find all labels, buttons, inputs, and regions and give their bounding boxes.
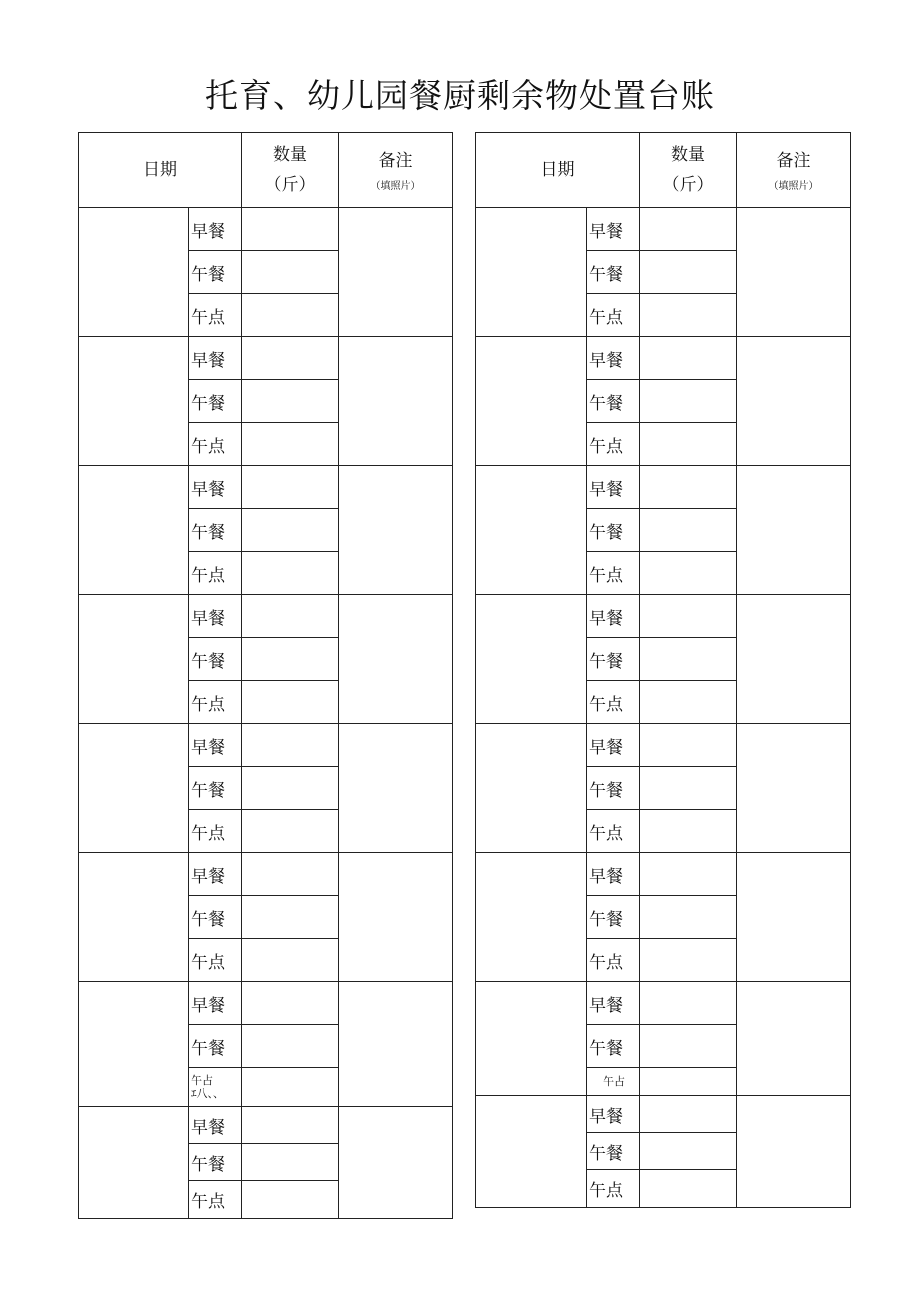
- meal-label-breakfast: 早餐: [587, 466, 640, 509]
- quantity-cell[interactable]: [242, 337, 339, 380]
- date-cell[interactable]: [79, 208, 189, 337]
- quantity-cell[interactable]: [640, 1096, 737, 1133]
- quantity-cell[interactable]: [640, 853, 737, 896]
- date-cell[interactable]: [79, 595, 189, 724]
- date-cell[interactable]: [79, 1107, 189, 1219]
- remarks-cell[interactable]: [737, 595, 851, 724]
- quantity-cell[interactable]: [242, 423, 339, 466]
- meal-label-breakfast: 早餐: [587, 1096, 640, 1133]
- meal-label-snack: 午点: [189, 681, 242, 724]
- quantity-cell[interactable]: [242, 896, 339, 939]
- quantity-cell[interactable]: [640, 767, 737, 810]
- quantity-cell[interactable]: [242, 251, 339, 294]
- meal-row: [476, 1096, 851, 1133]
- remarks-hint: （填照片）: [370, 181, 421, 192]
- meal-label-snack: 午点: [587, 552, 640, 595]
- right-ledger-table: [475, 132, 851, 1208]
- remarks-cell[interactable]: [339, 466, 453, 595]
- date-cell[interactable]: [476, 595, 587, 724]
- quantity-cell[interactable]: [640, 552, 737, 595]
- quantity-cell[interactable]: [242, 1181, 339, 1219]
- quantity-cell[interactable]: [242, 208, 339, 251]
- meal-row: [79, 982, 453, 1025]
- meal-row: [476, 982, 851, 1025]
- unit-label: （斤）: [662, 175, 714, 195]
- quantity-cell[interactable]: [242, 294, 339, 337]
- quantity-cell[interactable]: [242, 1025, 339, 1068]
- stray-marks: ｴ八、、: [191, 1087, 224, 1100]
- meal-label-snack: 午点: [189, 423, 242, 466]
- date-cell[interactable]: [79, 466, 189, 595]
- quantity-label: 数量: [273, 145, 307, 165]
- quantity-header: [242, 133, 339, 208]
- meal-label-snack: 午点: [587, 294, 640, 337]
- meal-row: [79, 853, 453, 896]
- quantity-cell[interactable]: [640, 423, 737, 466]
- date-cell[interactable]: [476, 724, 587, 853]
- quantity-cell[interactable]: [640, 638, 737, 681]
- meal-label-snack: [189, 1068, 242, 1107]
- quantity-cell[interactable]: [640, 595, 737, 638]
- snack-label-smudged: 午占: [191, 1074, 213, 1087]
- meal-label-lunch: 午餐: [587, 1025, 640, 1068]
- quantity-cell[interactable]: [242, 767, 339, 810]
- quantity-cell[interactable]: [242, 595, 339, 638]
- meal-label-breakfast: 早餐: [587, 982, 640, 1025]
- meal-row: [476, 853, 851, 896]
- remarks-cell[interactable]: [339, 595, 453, 724]
- header-row: [79, 133, 453, 208]
- meal-row: [79, 1107, 453, 1144]
- quantity-label: 数量: [671, 145, 705, 165]
- meal-label-snack: 午点: [189, 1181, 242, 1219]
- meal-label-lunch: 午餐: [587, 380, 640, 423]
- remarks-cell[interactable]: [339, 724, 453, 853]
- page-title: 托育、幼儿园餐厨剩余物处置台账: [205, 76, 715, 115]
- meal-label-lunch: 午餐: [587, 251, 640, 294]
- quantity-cell[interactable]: [640, 380, 737, 423]
- meal-row: [79, 595, 453, 638]
- quantity-cell[interactable]: [640, 681, 737, 724]
- meal-label-snack: 午点: [189, 939, 242, 982]
- meal-label-lunch: 午餐: [189, 380, 242, 423]
- meal-label-breakfast: 早餐: [587, 724, 640, 767]
- left-ledger-table: [78, 132, 453, 1219]
- remarks-cell[interactable]: [339, 853, 453, 982]
- meal-label-lunch: 午餐: [189, 1025, 242, 1068]
- quantity-cell[interactable]: [640, 251, 737, 294]
- meal-label-snack: 午占: [587, 1068, 640, 1096]
- header-row: [476, 133, 851, 208]
- meal-label-lunch: 午餐: [587, 767, 640, 810]
- meal-label-breakfast: 早餐: [587, 337, 640, 380]
- quantity-cell[interactable]: [242, 810, 339, 853]
- quantity-cell[interactable]: [242, 466, 339, 509]
- meal-label-breakfast: 早餐: [189, 982, 242, 1025]
- meal-label-breakfast: 早餐: [587, 208, 640, 251]
- date-cell[interactable]: [476, 208, 587, 337]
- meal-label-snack: 午点: [587, 1170, 640, 1208]
- unit-label: （斤）: [264, 175, 316, 195]
- meal-label-breakfast: 早餐: [189, 724, 242, 767]
- meal-row: [79, 466, 453, 509]
- meal-label-snack: 午点: [587, 423, 640, 466]
- date-cell[interactable]: [79, 337, 189, 466]
- quantity-cell[interactable]: [640, 1068, 737, 1096]
- meal-label-breakfast: 早餐: [189, 595, 242, 638]
- quantity-cell[interactable]: [242, 509, 339, 552]
- quantity-cell[interactable]: [242, 638, 339, 681]
- meal-row: [79, 724, 453, 767]
- remarks-label: 备注: [378, 151, 413, 171]
- meal-label-breakfast: 早餐: [189, 337, 242, 380]
- meal-label-lunch: 午餐: [189, 509, 242, 552]
- date-cell[interactable]: [79, 982, 189, 1107]
- meal-row: [476, 466, 851, 509]
- remarks-cell[interactable]: [339, 337, 453, 466]
- meal-row: [79, 208, 453, 251]
- remarks-cell[interactable]: [339, 982, 453, 1107]
- quantity-cell[interactable]: [242, 724, 339, 767]
- quantity-cell[interactable]: [242, 939, 339, 982]
- meal-label-breakfast: 早餐: [189, 853, 242, 896]
- meal-label-snack: 午点: [587, 939, 640, 982]
- meal-label-lunch: 午餐: [587, 638, 640, 681]
- meal-label-lunch: 午餐: [587, 509, 640, 552]
- quantity-cell[interactable]: [640, 939, 737, 982]
- quantity-cell[interactable]: [640, 1025, 737, 1068]
- quantity-cell[interactable]: [640, 1133, 737, 1170]
- date-cell[interactable]: [476, 466, 587, 595]
- quantity-cell[interactable]: [640, 982, 737, 1025]
- meal-label-snack: 午点: [587, 810, 640, 853]
- remarks-cell[interactable]: [737, 853, 851, 982]
- quantity-cell[interactable]: [640, 509, 737, 552]
- quantity-cell[interactable]: [242, 380, 339, 423]
- date-cell[interactable]: [79, 853, 189, 982]
- meal-label-breakfast: 早餐: [189, 466, 242, 509]
- quantity-cell[interactable]: [242, 552, 339, 595]
- meal-row: [79, 337, 453, 380]
- meal-label-breakfast: 早餐: [189, 208, 242, 251]
- date-cell[interactable]: [476, 1096, 587, 1208]
- remarks-header: [339, 133, 453, 208]
- quantity-cell[interactable]: [640, 466, 737, 509]
- quantity-header: [640, 133, 737, 208]
- meal-label-lunch: 午餐: [587, 896, 640, 939]
- quantity-cell[interactable]: [242, 853, 339, 896]
- remarks-cell[interactable]: [339, 1107, 453, 1219]
- meal-row: [476, 337, 851, 380]
- meal-label-snack: 午点: [189, 552, 242, 595]
- date-cell[interactable]: [476, 337, 587, 466]
- quantity-cell[interactable]: [640, 810, 737, 853]
- quantity-cell[interactable]: [242, 1107, 339, 1144]
- meal-row: [476, 595, 851, 638]
- meal-label-lunch: 午餐: [587, 1133, 640, 1170]
- quantity-cell[interactable]: [640, 724, 737, 767]
- quantity-cell[interactable]: [640, 337, 737, 380]
- meal-label-lunch: 午餐: [189, 896, 242, 939]
- quantity-cell[interactable]: [242, 681, 339, 724]
- date-cell[interactable]: [476, 982, 587, 1096]
- meal-row: [476, 208, 851, 251]
- remarks-header: [737, 133, 851, 208]
- meal-label-lunch: 午餐: [189, 1144, 242, 1181]
- meal-label-snack: 午点: [189, 294, 242, 337]
- meal-label-lunch: 午餐: [189, 767, 242, 810]
- remarks-cell[interactable]: [737, 337, 851, 466]
- quantity-cell[interactable]: [242, 1068, 339, 1107]
- date-cell[interactable]: [476, 853, 587, 982]
- remarks-hint: （填照片）: [768, 181, 819, 192]
- meal-row: [476, 724, 851, 767]
- quantity-cell[interactable]: [640, 1170, 737, 1208]
- meal-label-snack: 午点: [189, 810, 242, 853]
- meal-label-breakfast: 早餐: [587, 595, 640, 638]
- quantity-cell[interactable]: [640, 896, 737, 939]
- date-header: 日期: [476, 133, 640, 208]
- remarks-cell[interactable]: [737, 724, 851, 853]
- remarks-cell[interactable]: [737, 1096, 851, 1208]
- remarks-cell[interactable]: [339, 208, 453, 337]
- quantity-cell[interactable]: [242, 982, 339, 1025]
- meal-label-snack: 午点: [587, 681, 640, 724]
- remarks-cell[interactable]: [737, 982, 851, 1096]
- date-header: 日期: [79, 133, 242, 208]
- meal-label-lunch: 午餐: [189, 638, 242, 681]
- remarks-cell[interactable]: [737, 466, 851, 595]
- meal-label-breakfast: 早餐: [189, 1107, 242, 1144]
- remarks-label: 备注: [776, 151, 811, 171]
- quantity-cell[interactable]: [640, 294, 737, 337]
- meal-label-lunch: 午餐: [189, 251, 242, 294]
- quantity-cell[interactable]: [242, 1144, 339, 1181]
- date-cell[interactable]: [79, 724, 189, 853]
- meal-label-breakfast: 早餐: [587, 853, 640, 896]
- remarks-cell[interactable]: [737, 208, 851, 337]
- quantity-cell[interactable]: [640, 208, 737, 251]
